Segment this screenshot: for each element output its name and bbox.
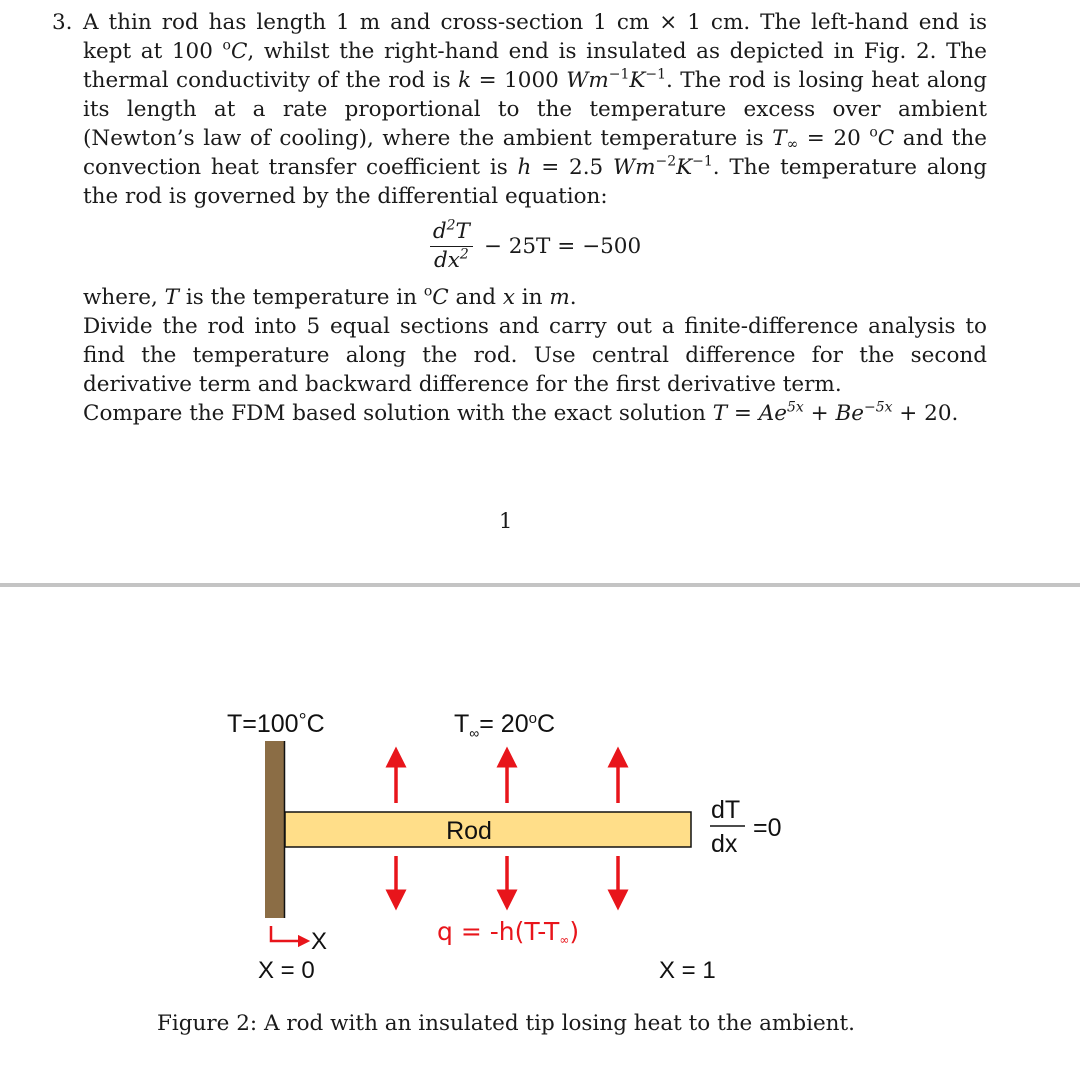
x1-label: X = 1 [659,957,716,984]
page-number: 1 [499,509,513,533]
bc-denominator: dx [711,830,738,858]
bc-numerator: dT [711,796,741,824]
governing-equation [83,211,987,281]
problem-body [83,8,987,428]
problem-3 [52,8,987,428]
problem-intro: A thin rod has length 1 m and cross-section 1 cm × 1 cm. The left-hand end is kept at 100 $^o$C, whilst the right-hand end is insulated as depicted in Fig. 2. The thermal conductivity of the rod is k = 1000 $Wm^{-1}K^{-1}$. The rod is losing heat along its length at a rate proportional to the temperature excess over ambient (Newton’s law of cooling), where the ambient temperature is $T_\infty = 20$ $^o$C and the convection heat transfer coefficient is h = 2.5 $Wm^{-2}K^{-1}$. The temperature along the rod is governed by the differential equation: [83,10,988,209]
figure-rod-diagram [0,587,1080,1007]
x-axis-indicator [271,926,304,941]
equation-rest: − 25T = −500 [483,233,642,259]
left-end-temperature: T=100°C [227,710,325,738]
heat-flux-formula: q = -h(T-T∞) [437,917,580,947]
x0-label: X = 0 [258,957,315,984]
compare-instructions: Compare the FDM based solution with the exact solution $T = Ae^{5x} + Be^{-5x} + 20$. [83,399,959,426]
x-axis-label: X [311,928,328,955]
ambient-temperature: $T_\infty= 20^oC$ [454,710,556,741]
problem-number: 3. [52,10,73,35]
where-line: where, T is the temperature in $^o$C and x in m. [83,283,577,310]
bc-rhs: =0 [753,814,782,842]
second-derivative-fraction: $\frac{d^2T}{dx^2}$ [429,218,474,275]
figure-caption: Figure 2: A rod with an insulated tip losing heat to the ambient. [156,1011,856,1036]
divide-instructions: Divide the rod into 5 equal sections and carry out a finite-difference analysis to find the temperature along the rod. Use central difference for the second derivative term and backward difference for the first derivative term. [83,314,987,397]
rod-label: Rod [446,817,492,845]
fixed-wall [265,741,284,918]
